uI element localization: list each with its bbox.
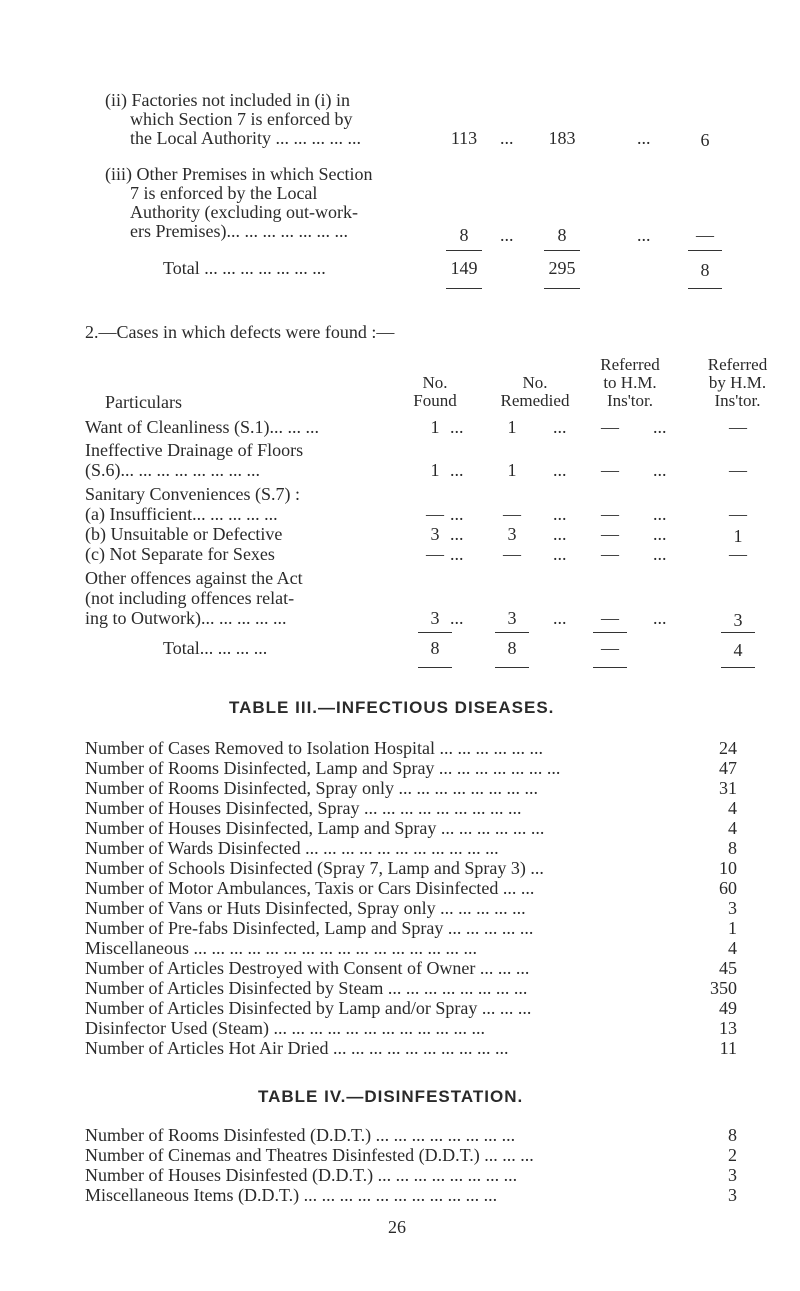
defects-total-ref-to: — [601,638,619,658]
table-iii-row-value: 350 [710,978,737,998]
premises-row-iii-line-4: ers Premises)... ... ... ... ... ... ... [130,221,348,241]
header-remedied-line-1: No. [522,373,548,392]
defect-row-1-dots-3: ... [653,460,667,480]
defect-row-4-ref-to: — [601,544,619,564]
premises-row-iii-c1: 8 [459,225,469,245]
defect-row-1-ref-by: — [729,460,747,480]
premises-row-ii-c3: 6 [700,130,710,150]
table-iii-row-label: Miscellaneous ... ... ... ... ... ... ... ... ... ... ... ... ... ... ... ... [85,938,477,958]
defect-row-5-ref-by: 3 [733,610,743,630]
premises-total-rule-top-1 [446,250,482,251]
table-iii-row-value: 10 [719,858,737,878]
defect-row-3-dots-2: ... [553,524,567,544]
defects-total-ref-by: 4 [733,640,743,660]
defect-row-3-found: 3 [430,524,440,544]
defects-total-rule-bottom-2 [495,667,529,668]
table-iii-row-value: 3 [728,898,737,918]
defect-row-5-dots-2: ... [553,608,567,628]
defects-total-rule-top-1 [418,632,452,633]
defect-row-5-remedied: 3 [507,608,517,628]
defect-row-5-dots-1: ... [450,608,464,628]
defects-total-rule-top-4 [721,632,755,633]
defects-total-rule-bottom-3 [593,667,627,668]
table-iii-row-value: 45 [719,958,737,978]
table-iv-row-value: 3 [728,1165,737,1185]
premises-total-rule-bottom-2 [544,288,580,289]
table-iii-row-value: 8 [728,838,737,858]
defect-row-2-dots-1: ... [450,504,464,524]
header-remedied-line-2: Remedied [500,391,570,410]
premises-row-iii-dots-2: ... [637,225,651,245]
defect-row-3-dots-1: ... [450,524,464,544]
defects-total-rule-bottom-4 [721,667,755,668]
defect-row-0-ref-by: — [729,417,747,437]
defect-row-0-dots-1: ... [450,417,464,437]
defect-row-1-remedied: 1 [507,460,517,480]
premises-row-iii-c3: — [696,225,714,245]
table-iii-row-value: 4 [728,798,737,818]
table-iv-row-label: Number of Rooms Disinfested (D.D.T.) ... ... ... ... ... ... ... ... [85,1125,516,1145]
header-found-line-1: No. [422,373,448,392]
defect-row-5-line-1: Other offences against the Act [85,568,303,588]
defect-row-4-dots-1: ... [450,544,464,564]
defect-row-5-ref-to: — [601,608,619,628]
table-iii-row-label: Number of Motor Ambulances, Taxis or Cars Disinfected ... ... [85,878,535,898]
table-iii-row-value: 1 [728,918,737,938]
table-iv-title: TABLE IV.—DISINFESTATION. [258,1087,524,1106]
premises-total-c3: 8 [700,260,710,280]
defect-row-2-found: — [426,504,444,524]
defect-row-3-dots-3: ... [653,524,667,544]
table-iv-row-label: Miscellaneous Items (D.D.T.) ... ... ... ... ... ... ... ... ... ... ... [85,1185,498,1205]
table-iii-row-label: Number of Articles Hot Air Dried ... ... ... ... ... ... ... ... ... ... [85,1038,509,1058]
defect-row-2-ref-by: — [729,504,747,524]
table-iii-row-label: Number of Rooms Disinfected, Lamp and Spray ... ... ... ... ... ... ... [85,758,561,778]
defect-row-0-line-1: Want of Cleanliness (S.1)... ... ... [85,417,320,437]
header-referred-to-line-2: to H.M. [603,373,657,392]
table-iv-row-value: 8 [728,1125,737,1145]
premises-row-iii-line-1: (iii) Other Premises in which Section [105,164,373,184]
defect-row-0-dots-3: ... [653,417,667,437]
table-iii-row-label: Number of Articles Disinfected by Steam ... ... ... ... ... ... ... ... [85,978,528,998]
table-iii-row-label: Number of Pre-fabs Disinfected, Lamp and Spray ... ... ... ... ... [85,918,534,938]
defect-row-2-dots-2: ... [553,504,567,524]
header-referred-to-line-1: Referred [600,355,660,374]
premises-row-ii-line-3: the Local Authority ... ... ... ... ... [130,128,361,148]
table-iv-row-value: 2 [728,1145,737,1165]
defect-row-1-found: 1 [430,460,440,480]
premises-total-label: Total ... ... ... ... ... ... ... [163,258,326,278]
table-iii-row-value: 4 [728,938,737,958]
table-iii-row-label: Number of Vans or Huts Disinfected, Spray only ... ... ... ... ... [85,898,526,918]
header-found-line-2: Found [413,391,457,410]
header-referred-by-line-1: Referred [707,355,768,374]
premises-total-rule-top-3 [688,250,722,251]
defect-row-0-ref-to: — [601,417,619,437]
defect-row-3-ref-to: — [601,524,619,544]
table-iii-row-label: Number of Articles Disinfected by Lamp and/or Spray ... ... ... [85,998,532,1018]
table-iii-row-value: 31 [719,778,737,798]
defect-row-4-ref-by: — [729,544,747,564]
table-iii-row-label: Number of Cases Removed to Isolation Hospital ... ... ... ... ... ... [85,738,543,758]
table-iii-title: TABLE III.—INFECTIOUS DISEASES. [229,698,555,717]
premises-row-iii-c2: 8 [557,225,567,245]
defect-row-3-remedied: 3 [507,524,517,544]
defect-row-0-dots-2: ... [553,417,567,437]
defect-row-0-found: 1 [430,417,440,437]
defects-total-label: Total... ... ... ... [163,638,268,658]
header-referred-by-line-2: by H.M. [708,373,767,392]
defect-row-2-line-2: (a) Insufficient... ... ... ... ... [85,504,278,524]
defect-row-1-dots-2: ... [553,460,567,480]
defect-row-1-ref-to: — [601,460,619,480]
table-iii-row-value: 4 [728,818,737,838]
defect-row-3-line-1: (b) Unsuitable or Defective [85,524,283,544]
defect-row-2-remedied: — [503,504,521,524]
table-iii-row-label: Number of Articles Destroyed with Consent of Owner ... ... ... [85,958,530,978]
defect-row-4-dots-3: ... [653,544,667,564]
header-particulars: Particulars [105,392,182,412]
defects-total-found: 8 [430,638,440,658]
header-referred-to-line-3: Ins'tor. [606,391,654,410]
premises-row-ii-c1: 113 [450,128,478,148]
table-iv-row-value: 3 [728,1185,737,1205]
table-iii-row-label: Number of Houses Disinfected, Lamp and Spray ... ... ... ... ... ... [85,818,545,838]
premises-row-ii-line-1: (ii) Factories not included in (i) in [105,90,350,110]
table-iii-row-value: 49 [719,998,737,1018]
table-iii-row-value: 13 [719,1018,737,1038]
defect-row-1-line-1: Ineffective Drainage of Floors [85,440,304,460]
defect-row-4-remedied: — [503,544,521,564]
defect-row-5-dots-3: ... [653,608,667,628]
table-iii-row-label: Number of Rooms Disinfected, Spray only ... ... ... ... ... ... ... ... [85,778,538,798]
defects-total-rule-top-2 [495,632,529,633]
defect-row-1-line-2: (S.6)... ... ... ... ... ... ... ... [85,460,260,480]
table-iii-row-value: 47 [719,758,737,778]
table-iii-row-value: 24 [719,738,737,758]
defect-row-1-dots-1: ... [450,460,464,480]
table-iii-row-label: Number of Houses Disinfected, Spray ... ... ... ... ... ... ... ... ... [85,798,522,818]
table-iii-row-value: 60 [719,878,737,898]
defect-row-4-found: — [426,544,444,564]
premises-total-c2: 295 [548,258,576,278]
table-iii-row-label: Number of Schools Disinfected (Spray 7, Lamp and Spray 3) ... [85,858,544,878]
premises-row-iii-line-3: Authority (excluding out-work- [130,202,358,222]
defects-total-rule-top-3 [593,632,627,633]
defects-title: 2.—Cases in which defects were found :— [85,322,395,342]
premises-row-ii-line-2: which Section 7 is enforced by [130,109,353,129]
defect-row-5-line-2: (not including offences relat- [85,588,295,608]
defect-row-5-found: 3 [430,608,440,628]
table-iii-row-label: Number of Wards Disinfected ... ... ... ... ... ... ... ... ... ... ... [85,838,499,858]
defect-row-3-ref-by: 1 [733,526,743,546]
premises-total-rule-bottom-3 [688,288,722,289]
table-iii-row-value: 11 [719,1038,737,1058]
defect-row-2-line-1: Sanitary Conveniences (S.7) : [85,484,300,504]
premises-row-iii-dots-1: ... [500,225,514,245]
premises-row-ii-dots-1: ... [500,128,514,148]
table-iv-row-label: Number of Cinemas and Theatres Disinfested (D.D.T.) ... ... ... [85,1145,534,1165]
header-referred-by-line-3: Ins'tor. [714,391,761,410]
premises-total-rule-bottom-1 [446,288,482,289]
defect-row-2-ref-to: — [601,504,619,524]
page-number: 26 [388,1217,406,1237]
defect-row-4-dots-2: ... [553,544,567,564]
defects-total-remedied: 8 [507,638,517,658]
defects-total-rule-bottom-1 [418,667,452,668]
defect-row-2-dots-3: ... [653,504,667,524]
premises-row-ii-c2: 183 [548,128,576,148]
premises-row-iii-line-2: 7 is enforced by the Local [130,183,318,203]
defect-row-4-line-1: (c) Not Separate for Sexes [85,544,275,564]
premises-total-c1: 149 [450,258,478,278]
defect-row-0-remedied: 1 [507,417,517,437]
table-iv-row-label: Number of Houses Disinfested (D.D.T.) ... ... ... ... ... ... ... ... [85,1165,518,1185]
table-iii-row-label: Disinfector Used (Steam) ... ... ... ... ... ... ... ... ... ... ... ... [85,1018,485,1038]
premises-row-ii-dots-2: ... [637,128,651,148]
premises-total-rule-top-2 [544,250,580,251]
defect-row-5-line-3: ing to Outwork)... ... ... ... ... [85,608,287,628]
